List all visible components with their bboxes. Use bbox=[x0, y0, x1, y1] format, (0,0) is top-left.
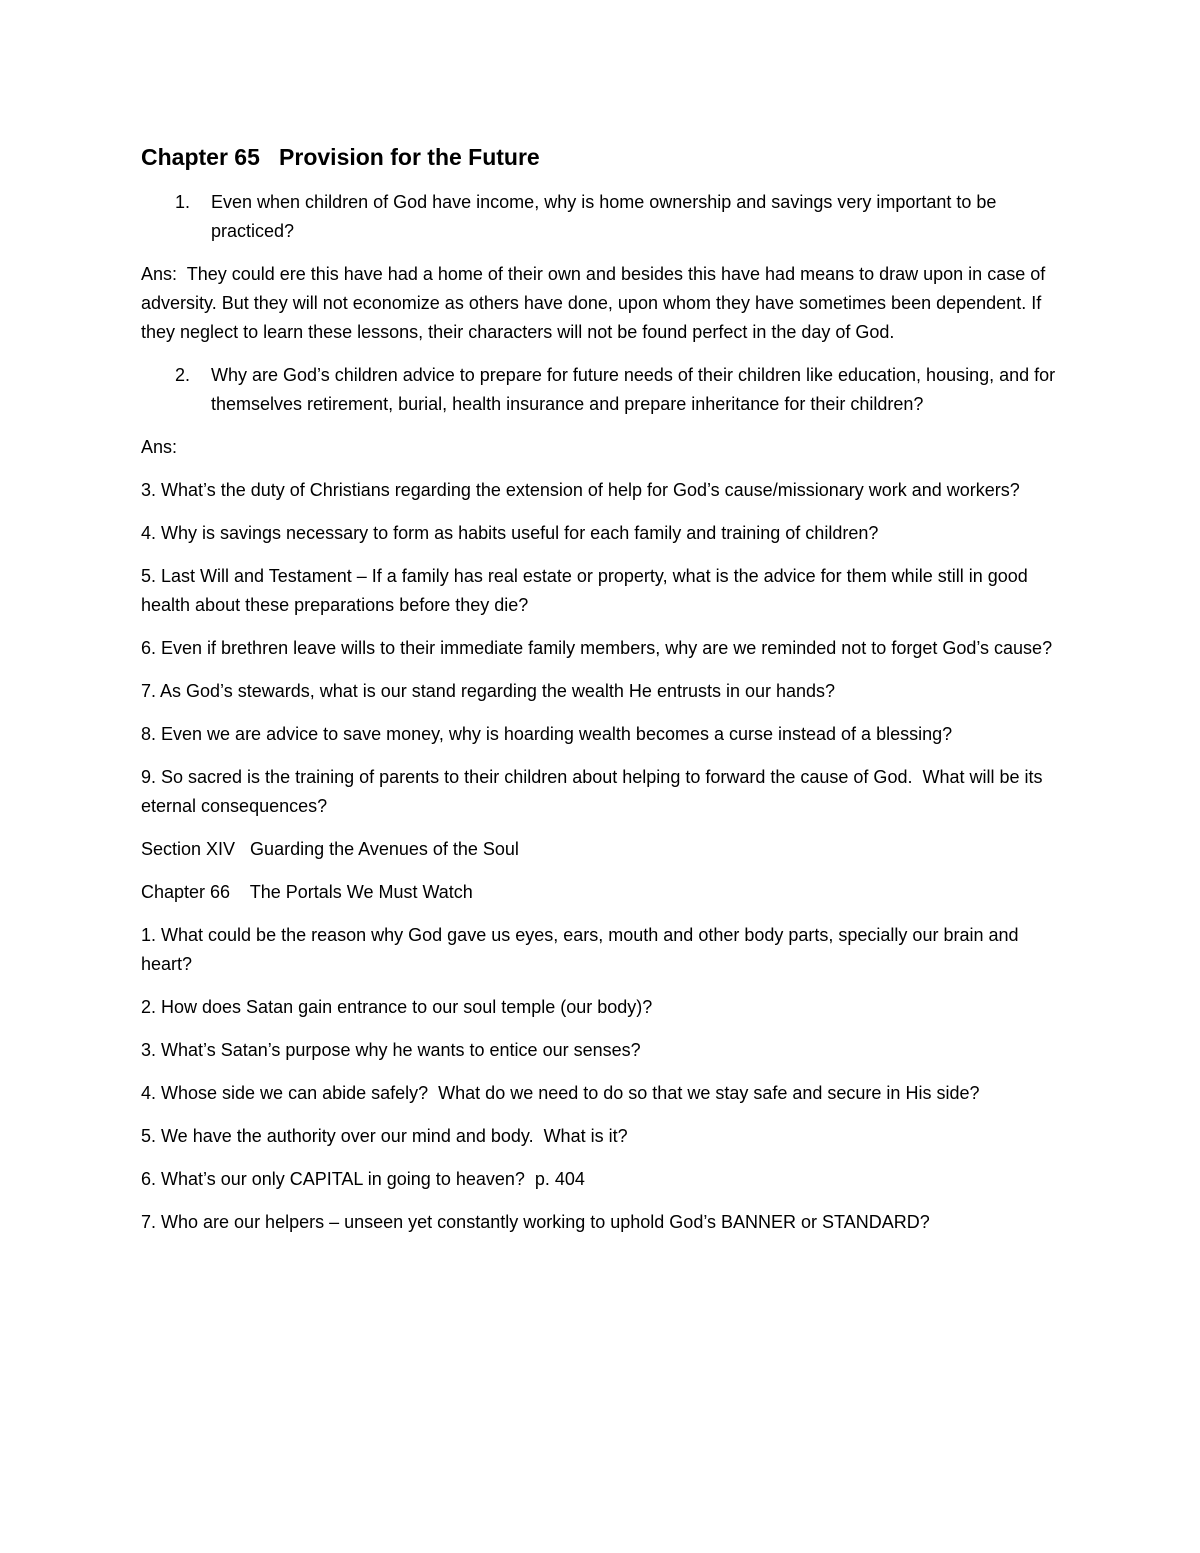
answer-1: Ans: They could ere this have had a home of their own and besides this have had means to draw upon in case of adversity. But they will not economize as others have done, upon whom they have sometimes been dependent. If they neglect to learn these lessons, their characters will not be found perfect in the day of God. bbox=[141, 264, 1051, 342]
ch66-question-4: 4. Whose side we can abide safely? What do we need to do so that we stay safe and secure in His side? bbox=[141, 1083, 980, 1103]
ch66-question-6: 6. What’s our only CAPITAL in going to heaven? p. 404 bbox=[141, 1169, 585, 1189]
chapter-65-title: Chapter 65 Provision for the Future bbox=[141, 144, 540, 170]
question-3: 3. What’s the duty of Christians regarding the extension of help for God’s cause/missionary work and workers? bbox=[141, 480, 1020, 500]
ch66-question-5: 5. We have the authority over our mind and body. What is it? bbox=[141, 1126, 628, 1146]
question-5: 5. Last Will and Testament – If a family has real estate or property, what is the advice for them while still in good health about these preparations before they die? bbox=[141, 566, 1028, 615]
question-9: 9. So sacred is the training of parents to their children about helping to forward the cause of God. What will be its eternal consequences? bbox=[141, 767, 1048, 816]
question-1-number: 1. bbox=[175, 192, 191, 212]
section-heading: Section XIV Guarding the Avenues of the Soul bbox=[141, 839, 519, 859]
question-2-text: Why are God’s children advice to prepare for future needs of their children like education, housing, and for themselves retirement, burial, health insurance and prepare inheritance for their children? bbox=[211, 365, 1056, 414]
ch66-question-7: 7. Who are our helpers – unseen yet constantly working to uphold God’s BANNER or STANDARD? bbox=[141, 1212, 930, 1232]
ch66-question-3: 3. What’s Satan’s purpose why he wants to entice our senses? bbox=[141, 1040, 641, 1060]
answer-2: Ans: bbox=[141, 437, 178, 457]
question-7: 7. As God’s stewards, what is our stand regarding the wealth He entrusts in our hands? bbox=[141, 681, 836, 701]
question-2 bbox=[141, 361, 1061, 419]
question-4: 4. Why is savings necessary to form as habits useful for each family and training of children? bbox=[141, 523, 879, 543]
question-6: 6. Even if brethren leave wills to their immediate family members, why are we reminded not to forget God’s cause? bbox=[141, 638, 1053, 658]
question-1-text: Even when children of God have income, why is home ownership and savings very important to be practiced? bbox=[211, 192, 997, 241]
ch66-question-1: 1. What could be the reason why God gave us eyes, ears, mouth and other body parts, specially our brain and heart? bbox=[141, 925, 1019, 974]
document-body bbox=[141, 140, 1061, 1251]
question-8: 8. Even we are advice to save money, why is hoarding wealth becomes a curse instead of a blessing? bbox=[141, 724, 953, 744]
question-2-number: 2. bbox=[175, 365, 191, 385]
question-1 bbox=[141, 188, 1061, 246]
chapter-66-heading: Chapter 66 The Portals We Must Watch bbox=[141, 882, 473, 902]
ch66-question-2: 2. How does Satan gain entrance to our soul temple (our body)? bbox=[141, 997, 653, 1017]
